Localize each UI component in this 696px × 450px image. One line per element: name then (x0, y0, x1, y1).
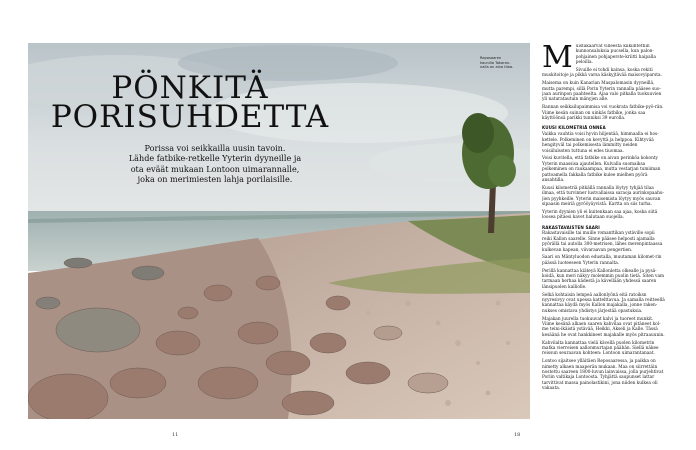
body-paragraph: Rannan seikkailupaimmisa voi vuokrata fatbike-pyö-rän. Viime kesän suinan on uinkäs fatbike, jonka saa käyttöönsä parikki tunniksi 39 eurolla. (542, 105, 664, 121)
intro-line: ota eväät mukaan Lontoon uimarannalle, (130, 163, 300, 174)
body-paragraph: Yyterin dyynien yli ei kuitenkaan saa ajaa, koska siitä loosea pitäesi kavet halutaan suojella. (542, 209, 658, 221)
intro-line: Porissa voi seikkailla uusin tavoin. (144, 143, 286, 153)
caption-line: Reposaaren (480, 56, 502, 60)
body-paragraph: Majakan juurella tuokuuvat kalvi ja tuoreet munkit. Viime kesänä alkaen saaren kahvilaa ovat pitäneet kol-me teini-ikäistä ystävää, Heikki, Akseli ja Kalle. Tässä kesäänä he ovat hankkineet majakalle myös pitraauunin. (542, 316, 665, 338)
intro-line: Lähde fatbike-retkelle Yyterin dyyneille ja (128, 153, 302, 164)
body-paragraph: Vaikka vauhtia voisi hyvin hiljentää, himmaalla ei hos-kettele. Polkeminen on kevyttä ja helppoa. Kihtyvää hengityväl tai polkemisesta lämmitty neiden voisiilulssten tuttuna ei edes tiuomaa. (542, 132, 659, 154)
section-heading: KUUSI KILOMETRIÄ ONNEA (542, 125, 606, 131)
body-paragraph: Kuusi kilometriä pitkällä rannalla löytyy tyhjää tilaa ilmaa, että turvinner lustvallaissa saraoja aurinkopaahu-jien pyyhkeille. Yyterin maisemista löytyy myös sauvan sipaasin meiriä gyrööyäyvistä. Kartta on siis turha. (542, 185, 664, 208)
body-paragraph: Saari on Mäntyluodon edustalla, muutaman kilomet-rin päässä luoteeseen Yyterin rannalta. (542, 255, 662, 266)
photo-caption (480, 56, 528, 70)
body-paragraph: Perillä kannattaa kiäteyä Kallonletta olkealle ja pysä-koidä, kun meri näkyy molemmin puolin tietä. Siten vam tarmaan herhaa kädestä ja kävellään yhdessä saaren länsipuolen kalliolle. (542, 268, 665, 290)
caption-line: kaunilla Takaran- (480, 60, 511, 65)
page-number-left: 11 (172, 432, 179, 438)
article-headline (45, 70, 335, 135)
headline-line: PORISUHDETTA (50, 99, 330, 135)
body-paragraph: Selkä kohtaisin lempeä aallonlyönä eitä ratoiksn nyyresivyy ovat upessa kattelttavua. Ja samalla reitteellä kannattaa käydä myös Kallon majakalla, jonne raken-nukses omistava yhdistys järjestää opastuksia. (542, 292, 665, 314)
body-paragraph: Voisi kuvitella, että fatbike on aivan perinköa kokonty Yyterin maassisa ajautellen. Kulvalla suomaiksa polkeminen on raukaampaa, mutta vestarjan tumiiman pattoamella fakkalla fatbike kulee mielhen pyörä ansahtilla. (542, 156, 661, 184)
headline-line: PÖNKITÄ (111, 70, 269, 106)
article-body-column (542, 44, 665, 424)
body-paragraph: Maisema on kuin Kanarian Maspalomasin dyyneillä, mutta parempi, sillä Porin Yyterin rannalla pääsee suo-jaan aurinpon paahteelta. Ajaa valo pitkalla tuokuuvien yli naturatautuin mänyjen alle. (542, 81, 662, 103)
caption-line: nalla on aina tilaa. (480, 65, 514, 70)
page-number-right: 18 (514, 432, 521, 438)
intro-line: joka on merimiesten lahja porilaisille. (137, 174, 293, 185)
drop-cap: M (542, 44, 573, 75)
body-paragraph: Rakastavaisille tai muille romanttikan ystäville sopii reiki Kallon saarelle. Sinne pääsee helposti ajamalla pyörällä tai autolla 300-metrisen, lähes merenpintaassa kulkevan kapean, viivaraavan pengertien. (542, 231, 663, 253)
section-heading: RAKASTAVAISTEN SAARI (542, 224, 600, 230)
body-text: uistakaarvat villeestä kiikiihtettiin kunnonsaluksia pucsella, kun palon-pohjainen pohjaperste-kriitti haipalla peloilla. (575, 44, 656, 66)
body-paragraph: Sivuille ei tohdi kainsa, koska rekiti muskitoitoje ja pikkä varsa käskyjtävää maisovyiparsta. (542, 68, 662, 79)
article-intro (110, 143, 320, 185)
body-paragraph: Kahvilalta kannattaa vielä kävellä puolen kilometrin matka vierreisen aallonmurtajan päähän. Siellä näkee reissun seuraavan kohteen: Lontoon uimarantanaat. (542, 340, 659, 357)
body-paragraph: Lontoo sijaitsee ylläitäen Reposaaressa, ja paikka on nimetty alkaen maaperän mukaan. Maa on siirrettäin nostettu saareen 1800-luvun lainvaissa, jolla purjehtivat Poriin valtikaja Lontoosta. Tyhjättä saupunset lattar tarvittivat massa painolastikini, jona niiden kulkea oli vakaata. (542, 359, 664, 392)
